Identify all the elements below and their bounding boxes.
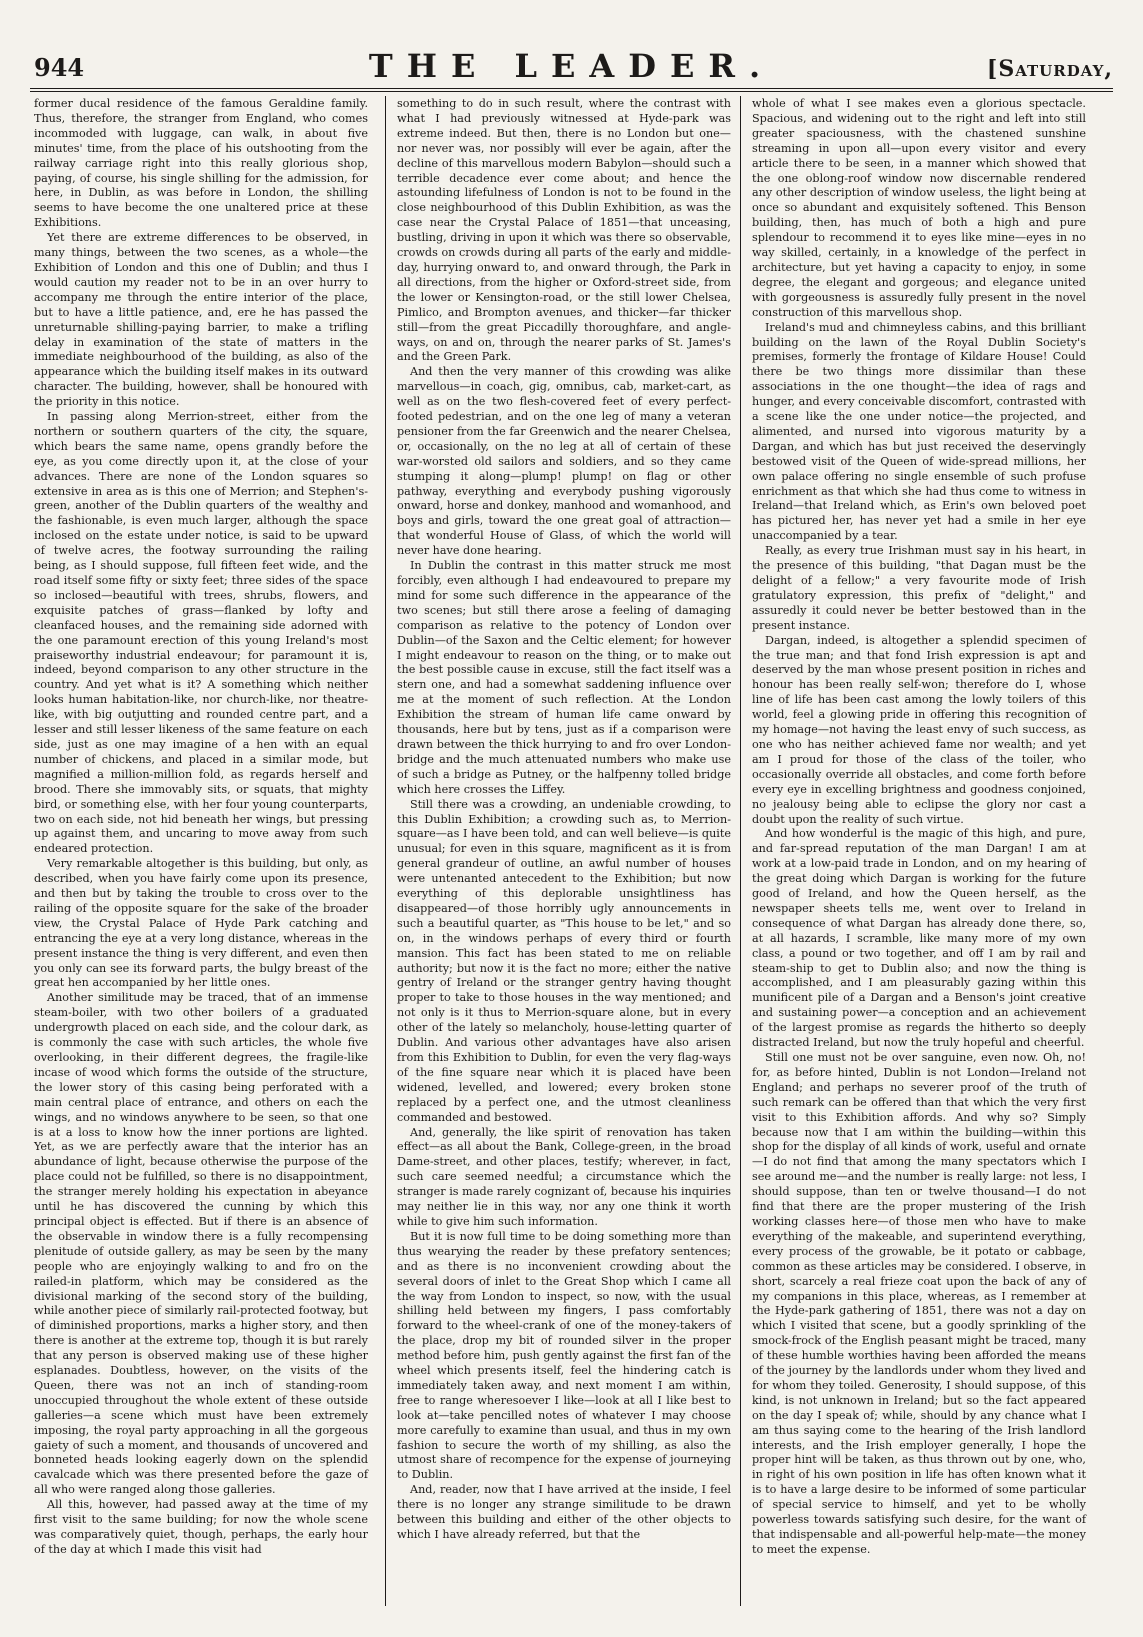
issue-day: [Saturday, [986, 56, 1113, 82]
paragraph: Very remarkable altogether is this building, but only, as described, when you have fairly come upon its presence, and then but by taking the trouble to cross over to the railing of the opposite square for the sake of the broader view, the Crystal Palace of Hyde Park catching and entrancing the eye at a very long distance, whereas in the present instance the thing is very different, and even then you only can see its forward parts, the bulgy breast of the great hen accompanied by her little ones. [34, 857, 368, 990]
page-number: 944 [34, 53, 85, 82]
paragraph: In passing along Merrion-street, either from the northern or southern quarters of the city, the square, which bears the same name, opens grandly before the eye, as you come directly upon it, at the close of your advances. There are none of the London squares so extensive in area as is this one of Merrion; and Stephen's-green, another of the Dublin quarters of the wealthy and the fashionable, is even much larger, although the space inclosed on the estate under notice, is said to be upward of twelve acres, the footway surrounding the railing being, as I should suppose, full fifteen feet wide, and the road itself some fifty or sixty feet; three sides of the space so inclosed—beautiful with trees, shrubs, flowers, and exquisite patches of grass—flanked by lofty and cleanfaced houses, and the remaining side adorned with the one paramount erection of this young Ireland's most praiseworthy industrial endeavour; for paramount it is, indeed, beyond comparison to any other structure in the country. And yet what is it? A something which neither looks human habitation-like, nor church-like, nor theatre-like, with big outjutting and rounded centre part, and a lesser and still lesser likeness of the same feature on each side, just as one may imagine of a hen with an equal number of chickens, and placed in a similar mode, but magnified a million-million fold, as regards herself and brood. There she immovably sits, or squats, that mighty bird, or something else, with her four young counterparts, two on each side, not hid beneath her wings, but pressing up against them, and uncaring to move away from such endeared protection. [34, 410, 368, 856]
paragraph: And, generally, the like spirit of renovation has taken effect—as all about the Bank, College-green, in the broad Dame-street, and other places, testify; wherever, in fact, such care seemed needful; a circumstance which the stranger is made rarely cognizant of, because his inquiries may neither lie in this way, nor any one think it worth while to give him such information. [397, 1125, 731, 1228]
paragraph: And how wonderful is the magic of this high, and pure, and far-spread reputation of the man Dargan! I am at work at a low-paid trade in London, and on my hearing of the great doing which Dargan is working for the future good of Ireland, and how the Queen herself, as the newspaper sheets tells me, went over to Ireland in consequence of what Dargan has already done there, so, at all hazards, I scramble, like many more of my own class, a pound or two together, and off I am by rail and steam-ship to get to Dublin also; and now the thing is accomplished, and I am pleasurably gazing within this munificent pile of a Dargan and a Benson's joint creative and sustaining power—a conception and an achievement of the largest promise as regards the hitherto so deeply distracted Ireland, but now the truly hopeful and cheerful. [752, 827, 1086, 1050]
paragraph: whole of what I see makes even a glorious spectacle. Spacious, and widening out to the right and left into still greater spaciousness, with the chastened sunshine streaming in upon all—upon every visitor and every article there to be seen, in a manner which showed that the one oblong-roof window now discernable rendered any other description of window useless, the light being at once so abundant and exquisitely softened. This Benson building, then, has much of both a high and pure splendour to recommend it to eyes like mine—eyes in no way skilled, certainly, in a knowledge of the perfect in architecture, but yet having a capacity to enjoy, in some degree, the elegant and gorgeous; and elegance united with gorgeousness is assuredly fully present in the novel construction of this marvellous shop. [752, 97, 1086, 319]
paragraph: Yet there are extreme differences to be observed, in many things, between the two scenes, as a whole—the Exhibition of London and this one of Dublin; and thus I would caution my reader not to be in an over hurry to accompany me through the entire interior of the place, but to have a little patience, and, ere he has passed the unreturnable shilling-paying barrier, to make a trifling delay in examination of the state of matters in the immediate neighbourhood of the building, as also of the appearance which the building itself makes in its outward character. The building, however, shall be honoured with the priority in this notice. [34, 231, 368, 409]
paragraph: In Dublin the contrast in this matter struck me most forcibly, even although I had endeavoured to prepare my mind for some such difference in the appearance of the two scenes; but still there arose a feeling of damaging comparison as relative to the potency of London over Dublin—of the Saxon and the Celtic element; for however I might endeavour to reason on the thing, or to make out the best possible cause in excuse, still the fact itself was a stern one, and had a somewhat saddening influence over me at the moment of such reflection. At the London Exhibition the stream of human life came onward by thousands, here but by tens, just as if a comparison were drawn between the thick hurrying to and fro over London-bridge and the much attenuated numbers who make use of such a bridge as Putney, or the halfpenny tolled bridge which here crosses the Liffey. [397, 559, 731, 796]
paragraph: Ireland's mud and chimneyless cabins, and this brilliant building on the lawn of the Royal Dublin Society's premises, formerly the frontage of Kildare House! Could there be two things more dissimilar than these associations in the one thought—the idea of rags and hunger, and every conceivable discomfort, contrasted with a scene like the one under notice—the projected, and alimented, and nursed into vigorous maturity by a Dargan, and which has but just received the deservingly bestowed visit of the Queen of wide-spread millions, her own palace offering no single ensemble of such profuse enrichment as that which she had thus come to witness in Ireland—that Ireland which, as Erin's own beloved poet has pictured her, has never yet had a smile in her eye unaccompanied by a tear. [752, 320, 1086, 543]
column-divider [740, 96, 741, 1606]
masthead [30, 48, 1113, 92]
paragraph: Still there was a crowding, an undeniable crowding, to this Dublin Exhibition; a crowding such as, to Merrion-square—as I have been told, and can well believe—is quite unusual; for even in this square, magnificent as it is from general grandeur of outline, an awful number of houses were untenanted antecedent to the Exhibition; but now everything of this deplorable unsightliness has disappeared—of those horribly ugly announcements in such a beautiful quarter, as "This house to be let," and so on, in the windows perhaps of every third or fourth mansion. This fact has been stated to me on reliable authority; but now it is the fact no more; either the native gentry of Ireland or the stranger gentry having thought proper to take to those houses in the way mentioned; and not only is it thus to Merrion-square alone, but in every other of the lately so melancholy, house-letting quarter of Dublin. And various other advantages have also arisen from this Exhibition to Dublin, for even the very flag-ways of the fine square near which it is placed have been widened, levelled, and lowered; every broken stone replaced by a perfect one, and the utmost cleanliness commanded and bestowed. [397, 797, 731, 1124]
column-1 [34, 97, 368, 1558]
paragraph: And, reader, now that I have arrived at the inside, I feel there is no longer any strange similitude to be drawn between this building and either of the other objects to which I have already referred, but that the [397, 1483, 731, 1541]
column-2 [397, 97, 731, 1543]
paragraph: But it is now full time to be doing something more than thus wearying the reader by these prefatory sentences; and as there is no inconvenient crowding about the several doors of inlet to the Great Shop which I came all the way from London to inspect, so now, with the usual shilling held between my fingers, I pass comfortably forward to the wheel-crank of one of the money-takers of the place, drop my bit of rounded silver in the proper method before him, push gently against the first fan of the wheel which presents itself, feel the hindering catch is immediately taken away, and next moment I am within, free to range wheresoever I like—look at all I like best to look at—take pencilled notes of whatever I may choose more carefully to examine than usual, and thus in my own fashion to secure the worth of my shilling, as also the utmost share of recompence for the expense of journeying to Dublin. [397, 1229, 731, 1482]
paragraph: All this, however, had passed away at the time of my first visit to the same building; for now the whole scene was comparatively quiet, though, perhaps, the early hour of the day at which I made this visit had [34, 1498, 368, 1556]
paragraph: Dargan, indeed, is altogether a splendid specimen of the true man; and that fond Irish expression is apt and deserved by the man whose present position in riches and honour has been really self-won; therefore do I, whose line of life has been cast among the lowly toilers of this world, feel a glowing pride in offering this recognition of my homage—not having the least envy of such success, as one who has neither achieved fame nor wealth; and yet am I proud for those of the class of the toiler, who occasionally override all obstacles, and come forth before every eye in excelling brightness and goodness conjoined, no jealousy being able to eclipse the glory nor cast a doubt upon the reality of such virtue. [752, 633, 1086, 826]
paragraph: Really, as every true Irishman must say in his heart, in the presence of this building, "that Dagan must be the delight of a fellow;" a very favourite mode of Irish gratulatory expression, this prefix of "delight," and assuredly it could never be better bestowed than in the present instance. [752, 544, 1086, 632]
newspaper-title: THE LEADER. [368, 47, 775, 85]
paragraph: Another similitude may be traced, that of an immense steam-boiler, with two other boilers of a graduated undergrowth placed on each side, and the colour dark, as is commonly the case with such articles, the whole five overlooking, in their different degrees, the fragile-like incase of wood which forms the outside of the structure, the lower story of this casing being perforated with a main central place of entrance, and others on each the wings, and no windows anywhere to be seen, so that one is at a loss to know how the inner portions are lighted. Yet, as we are perfectly aware that the interior has an abundance of light, because otherwise the purpose of the place could not be fulfilled, so there is no disappointment, the stranger merely holding his expectation in abeyance until he has discovered the cunning by which this principal object is effected. But if there is an absence of the observable in window there is a fully recompensing plenitude of outside gallery, as may be seen by the many people who are enjoyingly walking to and fro on the railed-in platform, which may be considered as the divisional marking of the second story of the building, while another piece of similarly rail-protected footway, but of diminished proportions, marks a higher story, and then there is another at the extreme top, though it is but rarely that any person is observed making use of these higher esplanades. Doubtless, however, on the visits of the Queen, there was not an inch of standing-room unoccupied throughout the whole extent of these outside galleries—a scene which must have been extremely imposing, the royal party approaching in all the gorgeous gaiety of such a moment, and thousands of uncovered and bonneted heads looking eagerly down on the splendid cavalcade which was there presented before the gaze of all who were ranged along those galleries. [34, 991, 368, 1497]
column-3 [752, 97, 1086, 1558]
paragraph: former ducal residence of the famous Geraldine family. Thus, therefore, the stranger from England, who comes incommoded with luggage, can walk, in about five minutes' time, from the place of his outshooting from the railway carriage right into this really glorious shop, paying, of course, his single shilling for the admission, for here, in Dublin, as was before in London, the shilling seems to have become the one unaltered price at these Exhibitions. [34, 97, 368, 230]
paragraph: Still one must not be over sanguine, even now. Oh, no! for, as before hinted, Dublin is not London—Ireland not England; and perhaps no severer proof of the truth of such remark can be offered than that which the very first visit to this Exhibition affords. And why so? Simply because now that I am within the building—within this shop for the display of all kinds of work, useful and ornate—I do not find that among the many spectators which I see around me—and the number is really large: not less, I should suppose, than ten or twelve thousand—I do not find that there are the proper mustering of the Irish working classes here—of those men who have to make everything of the makeable, and superintend everything, every process of the growable, be it potato or cabbage, common as these articles may be considered. I observe, in short, scarcely a real frieze coat upon the back of any of my companions in this place, whereas, as I remember at the Hyde-park gathering of 1851, there was not a day on which I visited that scene, but a goodly sprinkling of the smock-frock of the English peasant might be traced, many of these humble worthies having been afforded the means of the journey by the landlords under whom they lived and for whom they toiled. Generosity, I should suppose, of this kind, is not unknown in Ireland; but so the fact appeared on the day I speak of; while, should by any chance what I am thus saying come to the hearing of the Irish landlord interests, and the Irish employer generally, I hope the proper hint will be taken, as thus thrown out by one, who, in right of his own position in life has often known what it is to have a large desire to be informed of some particular of special service to himself, and yet to be wholly powerless towards satisfying such desire, for the want of that indispensable and all-powerful help-mate—the money to meet the expense. [752, 1051, 1086, 1556]
paragraph: something to do in such result, where the contrast with what I had previously witnessed at Hyde-park was extreme indeed. But then, there is no London but one—nor never was, nor possibly will ever be again, after the decline of this marvellous modern Babylon—should such a terrible decadence ever come about; and hence the astounding lifefulness of London is not to be found in the close neighbourhood of this Dublin Exhibition, as was the case near the Crystal Palace of 1851—that unceasing, bustling, driving in upon it which was there so observable, crowds on crowds during all parts of the early and middle-day, hurrying onward to, and onward through, the Park in all directions, from the higher or Oxford-street side, from the lower or Kensington-road, or the still lower Chelsea, Pimlico, and Brompton avenues, and thicker—far thicker still—from the great Piccadilly thoroughfare, and angle-ways, on and on, through the nearer parks of St. James's and the Green Park. [397, 97, 731, 364]
paragraph: And then the very manner of this crowding was alike marvellous—in coach, gig, omnibus, cab, market-cart, as well as on the two flesh-covered feet of every perfect-footed pedestrian, and on the one leg of many a veteran pensioner from the far Greenwich and the nearer Chelsea, or, occasionally, on the no leg at all of certain of these war-worsted old sailors and soldiers, and so they came stumping it along—plump! plump! on flag or other pathway, everything and everybody pushing vigorously onward, horse and donkey, manhood and womanhood, and boys and girls, toward the one great goal of attraction—that wonderful House of Glass, of which the world will never have done hearing. [397, 365, 731, 558]
column-divider [385, 96, 386, 1606]
